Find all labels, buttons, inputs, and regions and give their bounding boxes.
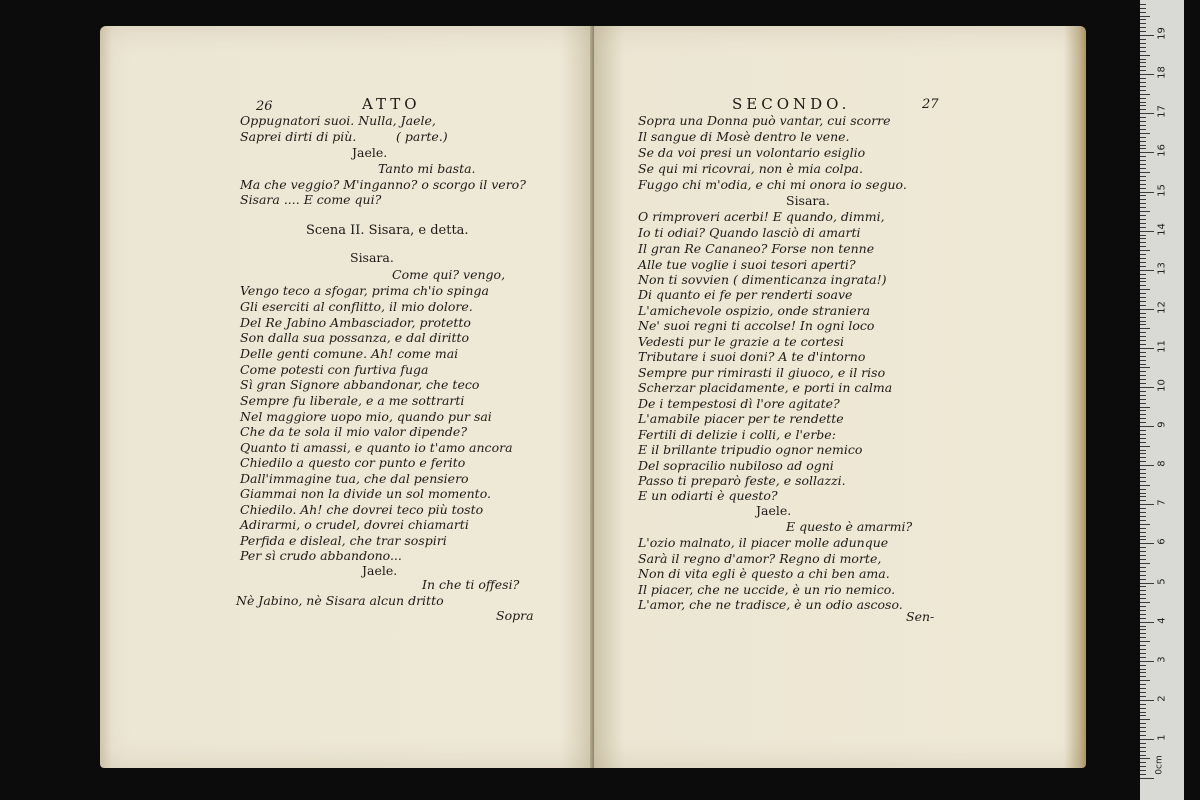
ruler-tick <box>1140 434 1146 435</box>
ruler-tick <box>1140 403 1146 404</box>
ruler-tick <box>1140 579 1146 580</box>
ruler-tick <box>1140 328 1150 329</box>
ruler-tick <box>1140 125 1146 126</box>
ruler-tick <box>1140 610 1146 611</box>
ruler-tick <box>1140 258 1146 259</box>
ruler-tick <box>1140 657 1146 658</box>
right-running-head: SECONDO. <box>732 95 851 113</box>
ruler-tick <box>1140 520 1146 521</box>
ruler-tick <box>1140 332 1146 333</box>
ruler-tick <box>1140 31 1146 32</box>
ruler-tick <box>1140 532 1146 533</box>
ruler-tick <box>1140 305 1146 306</box>
ruler-tick <box>1140 90 1146 91</box>
ruler-tick <box>1140 653 1146 654</box>
ruler-number: 17 <box>1156 105 1168 119</box>
ruler-tick <box>1140 309 1154 310</box>
ruler-tick <box>1140 500 1146 501</box>
ruler-tick <box>1140 148 1146 149</box>
ruler-tick <box>1140 98 1146 99</box>
ruler-tick <box>1140 215 1146 216</box>
ruler-tick <box>1140 524 1150 525</box>
ruler-tick <box>1140 747 1146 748</box>
ruler-tick <box>1140 512 1146 513</box>
ruler-tick <box>1140 563 1150 564</box>
ruler-tick <box>1140 641 1150 642</box>
ruler-tick <box>1140 324 1146 325</box>
ruler-tick <box>1140 195 1146 196</box>
ruler-tick <box>1140 594 1146 595</box>
ruler-tick <box>1140 231 1154 232</box>
text-line: Gli eserciti al conflitto, il mio dolore. <box>240 299 473 314</box>
ruler-number: 4 <box>1156 616 1168 624</box>
text-line: Chiedilo a questo cor punto e ferito <box>240 455 466 470</box>
ruler-tick <box>1140 602 1150 603</box>
ruler-tick <box>1140 493 1146 494</box>
ruler-tick <box>1140 356 1146 357</box>
text-line: Sempre pur rimirasti il giuoco, e il riso <box>638 365 886 380</box>
ruler-tick <box>1140 129 1146 130</box>
ruler-tick <box>1140 70 1146 71</box>
text-line: Quanto ti amassi, e quanto io t'amo ancora <box>240 440 513 455</box>
text-line: Sopra una Donna può vantar, cui scorre <box>638 113 891 128</box>
ruler-tick <box>1140 387 1154 388</box>
ruler-tick <box>1140 352 1146 353</box>
ruler-tick <box>1140 418 1146 419</box>
ruler-tick <box>1140 567 1146 568</box>
ruler-tick <box>1140 199 1146 200</box>
ruler-tick <box>1140 586 1146 587</box>
ruler-tick <box>1140 399 1146 400</box>
ruler-tick <box>1140 102 1146 103</box>
ruler-number: 2 <box>1156 695 1168 702</box>
ruler-tick <box>1140 59 1146 60</box>
scene-heading: Scena II. Sisara, e detta. <box>306 223 469 238</box>
text-line: Di quanto ei fe per renderti soave <box>638 287 853 302</box>
ruler-tick <box>1140 238 1146 239</box>
ruler-tick <box>1140 164 1146 165</box>
ruler-tick <box>1140 66 1146 67</box>
ruler-tick <box>1140 227 1146 228</box>
ruler-tick <box>1140 16 1150 17</box>
ruler-tick <box>1140 242 1146 243</box>
ruler-number: 12 <box>1156 300 1168 314</box>
ruler-tick <box>1140 371 1146 372</box>
ruler-tick <box>1140 583 1154 584</box>
text-line: Sempre fu liberale, e a me sottrarti <box>240 393 465 408</box>
text-line: Passo ti preparò feste, e sollazzi. <box>638 473 846 488</box>
ruler-number: 7 <box>1156 499 1168 506</box>
ruler-unit-label: 0cm <box>1154 755 1165 775</box>
ruler-tick <box>1140 321 1146 322</box>
ruler-number: 6 <box>1156 538 1168 546</box>
text-line: In che ti offesi? <box>422 577 520 592</box>
ruler-tick <box>1140 109 1146 110</box>
ruler-tick <box>1140 313 1146 314</box>
ruler-tick <box>1140 712 1146 713</box>
text-line: Non ti sovvien ( dimenticanza ingrata!) <box>638 272 887 287</box>
ruler-tick <box>1140 39 1146 40</box>
ruler-tick <box>1140 78 1146 79</box>
ruler-tick <box>1140 266 1146 267</box>
ruler-number: 5 <box>1156 577 1168 585</box>
text-line: Chiedilo. Ah! che dovrei teco più tosto <box>240 502 484 517</box>
ruler-tick <box>1140 758 1150 759</box>
text-line: Come qui? vengo, <box>392 267 506 282</box>
ruler-tick <box>1140 469 1146 470</box>
ruler-tick <box>1140 137 1146 138</box>
ruler-tick <box>1140 375 1146 376</box>
left-page <box>100 26 594 768</box>
text-line: Vedesti pur le grazie a te cortesi <box>638 334 844 349</box>
ruler-tick <box>1140 508 1146 509</box>
ruler-tick <box>1140 731 1146 732</box>
speaker-name: Jaele. <box>362 563 398 578</box>
ruler-tick <box>1140 336 1146 337</box>
ruler-tick <box>1140 672 1146 673</box>
ruler-tick <box>1140 51 1146 52</box>
ruler-tick <box>1140 250 1150 251</box>
ruler-tick <box>1140 618 1146 619</box>
ruler-tick <box>1140 692 1146 693</box>
ruler-tick <box>1140 528 1146 529</box>
text-line: Alle tue voglie i suoi tesori aperti? <box>638 257 856 272</box>
ruler-tick <box>1140 141 1146 142</box>
ruler-tick <box>1140 426 1154 427</box>
text-line: Perfida e disleal, che trar sospiri <box>240 533 447 548</box>
ruler-tick <box>1140 317 1146 318</box>
ruler-tick <box>1140 254 1146 255</box>
text-line: Come potesti con furtiva fuga <box>240 362 429 377</box>
ruler-tick <box>1140 156 1146 157</box>
ruler-tick <box>1140 723 1146 724</box>
text-line: L'amabile piacer per te rendette <box>638 411 844 426</box>
ruler-tick <box>1140 575 1146 576</box>
text-line: Vengo teco a sfogar, prima ch'io spinga <box>240 283 489 298</box>
text-line: Fertili di delizie i colli, e l'erbe: <box>638 427 836 442</box>
ruler-tick <box>1140 606 1146 607</box>
ruler-tick <box>1140 496 1146 497</box>
ruler-tick <box>1140 383 1146 384</box>
ruler-tick <box>1140 453 1146 454</box>
ruler-tick <box>1140 113 1154 114</box>
text-line: Nè Jabino, nè Sisara alcun dritto <box>236 593 444 608</box>
ruler-tick <box>1140 766 1146 767</box>
text-line: Oppugnatori suoi. Nulla, Jaele, <box>240 113 436 128</box>
ruler-tick <box>1140 407 1150 408</box>
ruler-tick <box>1140 168 1146 169</box>
text-line: Nel maggiore uopo mio, quando pur sai <box>240 409 492 424</box>
ruler-tick <box>1140 395 1146 396</box>
speaker-name: Sisara. <box>786 193 830 208</box>
ruler-tick <box>1140 172 1150 173</box>
ruler-tick <box>1140 637 1146 638</box>
ruler-tick <box>1140 121 1146 122</box>
text-line: Delle genti comune. Ah! come mai <box>240 346 459 361</box>
text-line: E un odiarti è questo? <box>638 488 778 503</box>
ruler-number: 3 <box>1156 656 1168 663</box>
ruler-tick <box>1140 410 1146 411</box>
ruler-tick <box>1140 203 1146 204</box>
text-line: Scherzar placidamente, e porti in calma <box>638 380 893 395</box>
ruler-tick <box>1140 262 1146 263</box>
ruler-tick <box>1140 676 1146 677</box>
ruler-tick <box>1140 614 1146 615</box>
text-line: De i tempestosi dì l'ore agitate? <box>638 396 840 411</box>
right-page-number: 27 <box>922 97 939 112</box>
ruler-tick <box>1140 94 1150 95</box>
ruler-tick <box>1140 629 1146 630</box>
speaker-name: Jaele. <box>756 503 792 518</box>
left-page-number: 26 <box>256 99 273 114</box>
text-line: O rimproveri acerbi! E quando, dimmi, <box>638 209 885 224</box>
ruler-number: 11 <box>1156 340 1168 353</box>
text-line: Dall'immagine tua, che dal pensiero <box>240 471 469 486</box>
ruler-tick <box>1140 696 1146 697</box>
ruler-tick <box>1140 727 1146 728</box>
ruler-tick <box>1140 12 1146 13</box>
ruler-tick <box>1140 751 1146 752</box>
ruler-tick <box>1140 274 1146 275</box>
ruler-tick <box>1140 778 1154 779</box>
text-line: Ma che veggio? M'inganno? o scorgo il vero? <box>240 177 526 192</box>
ruler-tick <box>1140 442 1146 443</box>
ruler-tick <box>1140 465 1154 466</box>
ruler-tick <box>1140 551 1146 552</box>
ruler-tick <box>1140 180 1146 181</box>
ruler-number: 8 <box>1156 460 1168 467</box>
ruler-tick <box>1140 86 1146 87</box>
text-line: Il gran Re Cananeo? Forse non tenne <box>638 241 875 256</box>
ruler-tick <box>1140 340 1146 341</box>
ruler-tick <box>1140 293 1146 294</box>
text-line: Per sì crudo abbandono... <box>240 548 402 563</box>
ruler-tick <box>1140 8 1146 9</box>
ruler-tick <box>1140 285 1146 286</box>
ruler-tick <box>1140 47 1146 48</box>
ruler-tick <box>1140 184 1146 185</box>
ruler-tick <box>1140 278 1146 279</box>
ruler-tick <box>1140 559 1146 560</box>
ruler-tick <box>1140 289 1150 290</box>
ruler-tick <box>1140 719 1150 720</box>
ruler-tick <box>1140 438 1146 439</box>
ruler-tick <box>1140 645 1146 646</box>
ruler-tick <box>1140 735 1146 736</box>
ruler-tick <box>1140 543 1154 544</box>
ruler-tick <box>1140 105 1146 106</box>
ruler-tick <box>1140 246 1146 247</box>
text-line: Fuggo chi m'odia, e chi mi onora io seguo. <box>638 177 907 192</box>
text-line: Sì gran Signore abbandonar, che teco <box>240 377 480 392</box>
ruler-tick <box>1140 571 1146 572</box>
ruler-tick <box>1140 27 1146 28</box>
ruler-tick <box>1140 160 1146 161</box>
catchword: Sopra <box>496 608 534 623</box>
ruler-tick <box>1140 281 1146 282</box>
ruler-tick <box>1140 235 1146 236</box>
ruler-tick <box>1140 297 1146 298</box>
ruler-tick <box>1140 450 1146 451</box>
ruler-tick <box>1140 739 1154 740</box>
ruler-tick <box>1140 688 1146 689</box>
ruler-tick <box>1140 364 1146 365</box>
ruler-tick <box>1140 485 1150 486</box>
ruler-number: 1 <box>1156 734 1168 741</box>
ruler-tick <box>1140 680 1150 681</box>
ruler-number: 9 <box>1156 421 1168 428</box>
ruler-tick <box>1140 414 1146 415</box>
open-book <box>100 26 1086 768</box>
ruler-tick <box>1140 344 1146 345</box>
text-line: Io ti odiai? Quando lasciò di amarti <box>638 225 861 240</box>
ruler-tick <box>1140 145 1146 146</box>
ruler-tick <box>1140 770 1146 771</box>
ruler-tick <box>1140 176 1146 177</box>
ruler-tick <box>1140 516 1146 517</box>
ruler-tick <box>1140 19 1146 20</box>
ruler-tick <box>1140 207 1146 208</box>
ruler-tick <box>1140 755 1146 756</box>
ruler-tick <box>1140 633 1146 634</box>
ruler-tick <box>1140 35 1154 36</box>
text-line: Tanto mi basta. <box>378 161 476 176</box>
ruler-tick <box>1140 598 1146 599</box>
ruler-tick <box>1140 661 1154 662</box>
ruler-tick <box>1140 133 1150 134</box>
ruler-tick <box>1140 649 1146 650</box>
speaker-name: Sisara. <box>350 250 394 265</box>
ruler-tick <box>1140 547 1146 548</box>
ruler-tick <box>1140 743 1146 744</box>
ruler-tick <box>1140 669 1146 670</box>
text-line: L'ozio malnato, il piacer molle adunque <box>638 535 889 550</box>
ruler-tick <box>1140 188 1146 189</box>
ruler-tick <box>1140 74 1154 75</box>
ruler-tick <box>1140 665 1146 666</box>
speaker-name: Jaele. <box>352 145 388 160</box>
text-line: Sisara .... E come qui? <box>240 192 382 207</box>
ruler-tick <box>1140 152 1154 153</box>
text-line: Che da te sola il mio valor dipende? <box>240 424 468 439</box>
text-line: Adirarmi, o crudel, dovrei chiamarti <box>240 517 469 532</box>
ruler-tick <box>1140 82 1146 83</box>
text-line: Il sangue di Mosè dentro le vene. <box>638 129 850 144</box>
ruler-tick <box>1140 223 1146 224</box>
ruler-tick <box>1140 4 1146 5</box>
ruler-tick <box>1140 219 1146 220</box>
ruler-number: 16 <box>1156 144 1168 158</box>
ruler-tick <box>1140 360 1146 361</box>
ruler-tick <box>1140 622 1154 623</box>
text-line: Se da voi presi un volontario esiglio <box>638 145 866 160</box>
ruler-tick <box>1140 379 1146 380</box>
ruler-tick <box>1140 700 1154 701</box>
ruler-tick <box>1140 481 1146 482</box>
ruler-tick <box>1140 446 1150 447</box>
ruler-number: 13 <box>1156 261 1168 275</box>
right-page <box>594 26 1086 768</box>
text-line: Saprei dirti di più. ( parte.) <box>240 129 448 144</box>
ruler-tick <box>1140 211 1150 212</box>
ruler-tick <box>1140 367 1150 368</box>
measurement-ruler <box>1140 0 1184 800</box>
ruler-tick <box>1140 117 1146 118</box>
ruler-tick <box>1140 626 1146 627</box>
ruler-tick <box>1140 708 1146 709</box>
ruler-tick <box>1140 590 1146 591</box>
ruler-tick <box>1140 430 1146 431</box>
ruler-tick <box>1140 684 1146 685</box>
ruler-tick <box>1140 192 1154 193</box>
ruler-tick <box>1140 473 1146 474</box>
text-line: Del Re Jabino Ambasciador, protetto <box>240 315 471 330</box>
ruler-tick <box>1140 391 1146 392</box>
ruler-number: 19 <box>1156 27 1168 40</box>
text-line: E il brillante tripudio ognor nemico <box>638 442 863 457</box>
ruler-tick <box>1140 539 1146 540</box>
ruler-tick <box>1140 555 1146 556</box>
ruler-tick <box>1140 55 1150 56</box>
ruler-tick <box>1140 489 1146 490</box>
text-line: Son dalla sua possanza, e dal diritto <box>240 330 470 345</box>
ruler-number: 10 <box>1156 379 1168 392</box>
text-line: Non di vita egli è questo a chi ben ama. <box>638 566 890 581</box>
text-line: Tributare i suoi doni? A te d'intorno <box>638 349 866 364</box>
ruler-tick <box>1140 715 1146 716</box>
text-line: Giammai non la divide un sol momento. <box>240 486 491 501</box>
ruler-tick <box>1140 62 1146 63</box>
ruler-tick <box>1140 422 1146 423</box>
ruler-number: 15 <box>1156 183 1168 197</box>
ruler-tick <box>1140 457 1146 458</box>
ruler-tick <box>1140 477 1146 478</box>
ruler-tick <box>1140 461 1146 462</box>
ruler-number: 14 <box>1156 222 1168 236</box>
text-line: Se qui mi ricovrai, non è mia colpa. <box>638 161 863 176</box>
ruler-number: 18 <box>1156 66 1168 80</box>
ruler-tick <box>1140 762 1146 763</box>
text-line: Ne' suoi regni ti accolse! In ogni loco <box>638 318 875 333</box>
catchword: Sen- <box>906 609 935 624</box>
ruler-tick <box>1140 704 1146 705</box>
text-line: E questo è amarmi? <box>786 519 913 534</box>
ruler-tick <box>1140 348 1154 349</box>
left-running-head: ATTO <box>362 95 421 113</box>
text-line: Il piacer, che ne uccide, è un rio nemico. <box>638 582 896 597</box>
ruler-tick <box>1140 301 1146 302</box>
ruler-tick <box>1140 774 1146 775</box>
ruler-tick <box>1140 536 1146 537</box>
ruler-tick <box>1140 43 1146 44</box>
ruler-tick <box>1140 270 1154 271</box>
text-line: L'amor, che ne tradisce, è un odio ascoso. <box>638 597 903 612</box>
text-line: Sarà il regno d'amor? Regno di morte, <box>638 551 882 566</box>
text-line: L'amichevole ospizio, onde straniera <box>638 303 871 318</box>
ruler-tick <box>1140 504 1154 505</box>
text-line: Del sopracilio nubiloso ad ogni <box>638 458 834 473</box>
ruler-tick <box>1140 23 1146 24</box>
